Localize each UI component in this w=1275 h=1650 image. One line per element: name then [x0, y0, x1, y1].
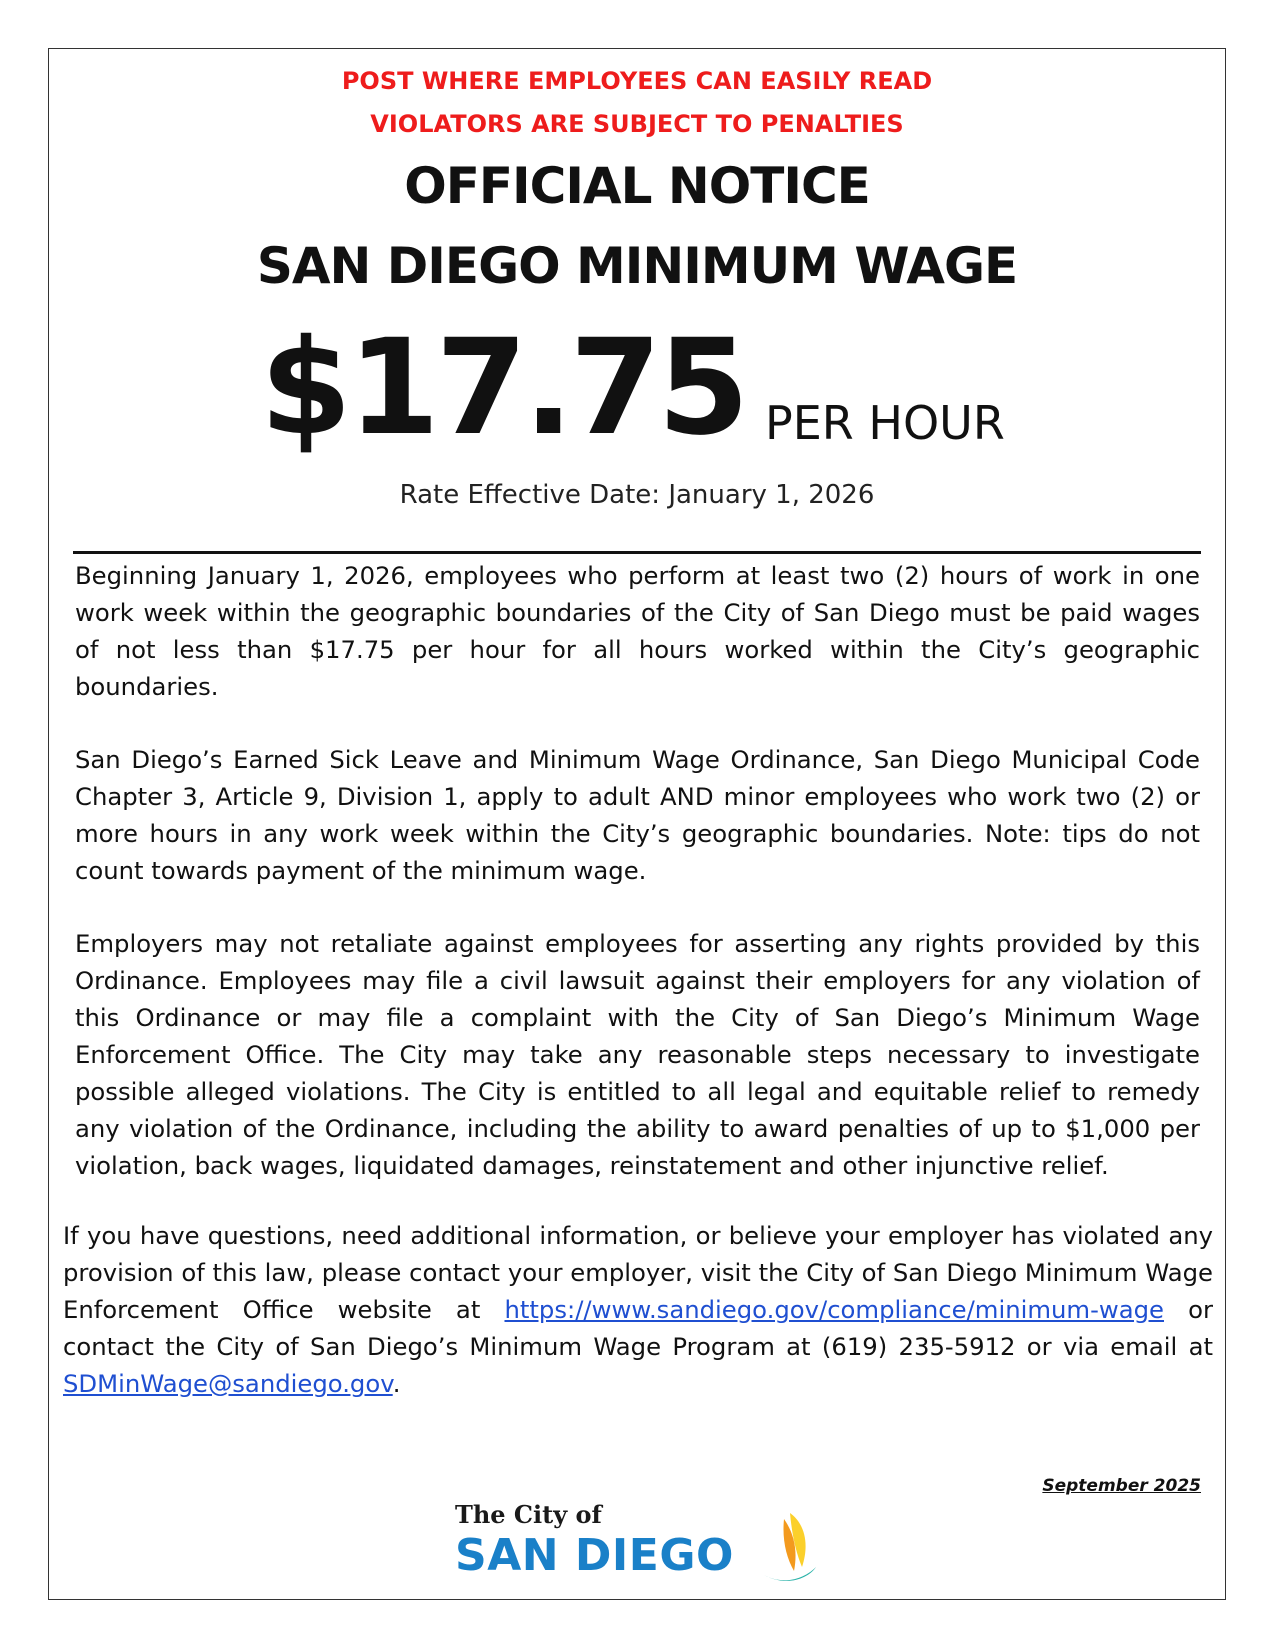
sail-icon [760, 1505, 820, 1585]
wage-amount: $17.75 [260, 311, 746, 465]
paragraph-ordinance: San Diego’s Earned Sick Leave and Minimum Wage Ordinance, San Diego Municipal Code Chapter 3, Article 9, Division 1, apply to adult AND minor employees who work two (2) or more hours in any work week within the City’s geographic boundaries. Note: tips do not count towards payment of the minimum wage. [75, 745, 1200, 885]
logo-small-text: The City of [455, 1500, 602, 1529]
contact-text-intro: If you have questions, need additional information, or believe your employer has violated any provision of this law, please contact your employer, visit the City of San Diego Minimum Wage Enforcement Office website at [63, 1221, 1213, 1324]
wage-rate [260, 311, 1060, 465]
paragraph-eligibility: Beginning January 1, 2026, employees who perform at least two (2) hours of work in one work week within the geographic boundaries of the City of San Diego must be paid wages of not less than $17.75 per hour for all hours worked within the City’s geographic boundaries. [75, 561, 1200, 701]
effective-date: Rate Effective Date: January 1, 2026 [399, 480, 875, 510]
contact-text-middle: or contact the City of San Diego’s Minimum Wage Program at (619) 235-5912 or via email at [63, 1295, 1213, 1361]
contact-text-end: . [392, 1369, 401, 1398]
email-link[interactable]: SDMinWage@sandiego.gov [63, 1369, 393, 1398]
paragraph-contact [63, 1217, 1213, 1402]
warning-line-post: POST WHERE EMPLOYEES CAN EASILY READ [341, 67, 933, 95]
wage-unit: PER HOUR [765, 396, 1005, 450]
paragraph-retaliation: Employers may not retaliate against employees for asserting any rights provided by this Ordinance. Employees may file a civil lawsuit against their employers for any violation of this Ordinance or may file a complaint with the City of San Diego’s Minimum Wage Enforcement Office. The City may take any reasonable steps necessary to investigate possible alleged violations. The City is entitled to all legal and equitable relief to remedy any violation of the Ordinance, including the ability to award penalties of up to $1,000 per violation, back wages, liquidated damages, reinstatement and other injunctive relief. [75, 929, 1200, 1180]
warning-line-penalties: VIOLATORS ARE SUBJECT TO PENALTIES [370, 110, 904, 138]
wave-teal [764, 1567, 816, 1581]
publication-date: September 2025 [1042, 1476, 1201, 1496]
divider [73, 551, 1201, 554]
notice-subtitle: SAN DIEGO MINIMUM WAGE [256, 237, 1018, 295]
website-link[interactable]: https://www.sandiego.gov/compliance/minimum-wage [504, 1295, 1164, 1324]
city-logo [455, 1500, 815, 1600]
logo-big-text: SAN DIEGO [455, 1530, 734, 1581]
notice-title: OFFICIAL NOTICE [404, 157, 870, 215]
